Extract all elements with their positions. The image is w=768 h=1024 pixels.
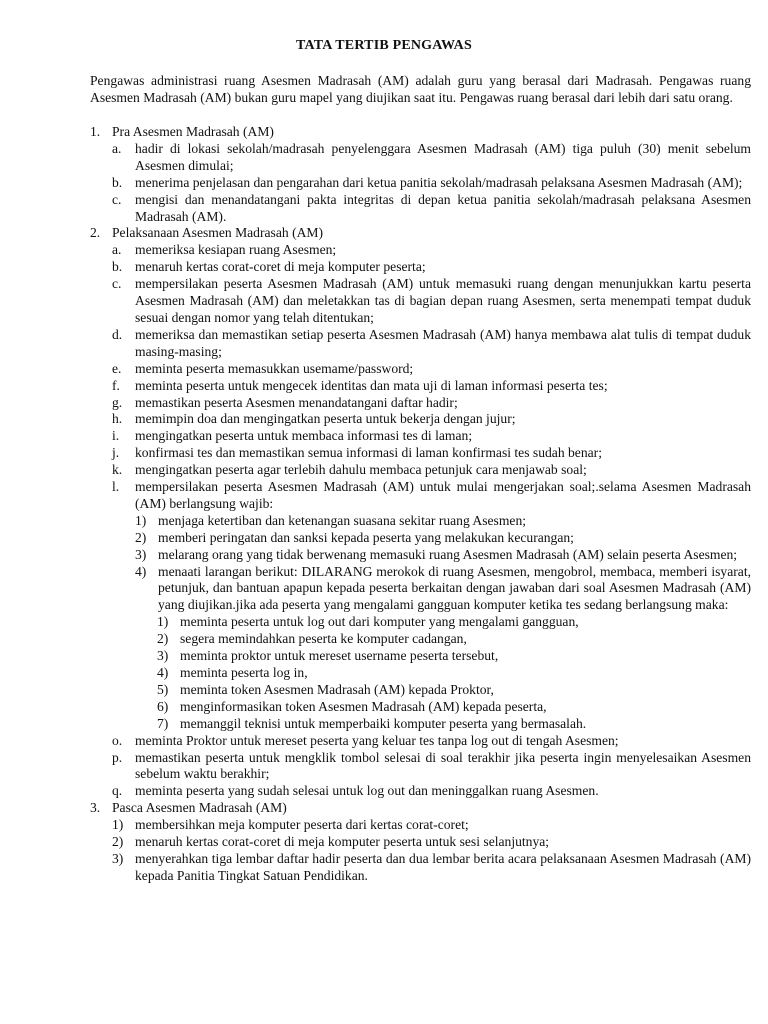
list-item: b. menaruh kertas corat-coret di meja komputer peserta; bbox=[112, 259, 426, 275]
list-subsubitem: 3) meminta proktor untuk mereset username peserta tersebut, bbox=[157, 648, 499, 664]
list-item: d. memeriksa dan memastikan setiap peserta Asesmen Madrasah (AM) hanya membawa alat tulis di tempat duduk masing-masing; bbox=[112, 326, 751, 359]
list-item: a. hadir di lokasi sekolah/madrasah penyelenggara Asesmen Madrasah (AM) tiga puluh (30) menit sebelum Asesmen dimulai; bbox=[112, 140, 751, 173]
list-item: f. meminta peserta untuk mengecek identitas dan mata uji di laman informasi peserta tes; bbox=[112, 377, 608, 393]
list-item: 1) membersihkan meja komputer peserta dari kertas corat-coret; bbox=[112, 817, 469, 833]
section-heading: 3. Pasca Asesmen Madrasah (AM) bbox=[90, 800, 287, 816]
list-item: h. memimpin doa dan mengingatkan peserta untuk bekerja dengan jujur; bbox=[112, 411, 516, 427]
section-heading: 2. Pelaksanaan Asesmen Madrasah (AM) bbox=[90, 225, 324, 241]
list-subsubitem: 4) meminta peserta log in, bbox=[157, 665, 308, 680]
list-subitem: 4) menaati larangan berikut: DILARANG merokok di ruang Asesmen, mengobrol, membaca, memberi isyarat, petunjuk, dan bantuan apapun kepada peserta berkaitan dengan jawaban dari soal Asesmen Madrasah (AM) yang diujikan.jika ada peserta yang mengalami gangguan komputer ketika tes sedang berlangsung maka: bbox=[135, 563, 751, 613]
list-item: a. memeriksa kesiapan ruang Asesmen; bbox=[112, 242, 337, 258]
rules-list bbox=[0, 124, 768, 885]
list-item: e. meminta peserta memasukkan usemame/password; bbox=[112, 360, 414, 376]
list-subsubitem: 6) menginformasikan token Asesmen Madrasah (AM) kepada peserta, bbox=[157, 698, 547, 714]
list-item: j. konfirmasi tes dan memastikan semua informasi di laman konfirmasi tes sudah benar; bbox=[112, 445, 602, 461]
list-subsubitem: 5) meminta token Asesmen Madrasah (AM) kepada Proktor, bbox=[157, 681, 494, 697]
list-item: g. memastikan peserta Asesmen menandatangani daftar hadir; bbox=[112, 394, 458, 410]
document-title: TATA TERTIB PENGAWAS bbox=[296, 38, 472, 53]
list-item: l. mempersilakan peserta Asesmen Madrasah (AM) untuk mulai mengerjakan soal;.selama Asesmen Madrasah (AM) berlangsung wajib: bbox=[112, 479, 751, 511]
list-item: b. menerima penjelasan dan pengarahan dari ketua panitia sekolah/madrasah pelaksana Asesmen Madrasah (AM); bbox=[112, 174, 743, 190]
list-item: p. memastikan peserta untuk mengklik tombol selesai di soal terakhir jika peserta ingin menyelesaikan Asesmen sebelum waktu berakhir; bbox=[112, 749, 751, 782]
list-item: o. meminta Proktor untuk mereset peserta yang keluar tes tanpa log out di tengah Asesmen; bbox=[112, 732, 619, 748]
list-subsubitem: 1) meminta peserta untuk log out dari komputer yang mengalami gangguan, bbox=[157, 614, 579, 630]
intro-paragraph: Pengawas administrasi ruang Asesmen Madrasah (AM) adalah guru yang berasal dari Madrasah. Pengawas ruang Asesmen Madrasah (AM) bukan guru mapel yang diujikan saat itu. Pengawas ruang berasal dari lebih dari satu orang. bbox=[90, 73, 751, 105]
list-subitem: 1) menjaga ketertiban dan ketenangan suasana sekitar ruang Asesmen; bbox=[135, 512, 527, 528]
list-subitem: 2) memberi peringatan dan sanksi kepada peserta yang melakukan kecurangan; bbox=[135, 529, 574, 545]
section-heading: 1. Pra Asesmen Madrasah (AM) bbox=[90, 124, 274, 139]
list-item: 2) menaruh kertas corat-coret di meja komputer peserta untuk sesi selanjutnya; bbox=[112, 834, 550, 850]
list-item: c. mengisi dan menandatangani pakta integritas di depan ketua panitia sekolah/madrasah pelaksana Asesmen Madrasah (AM). bbox=[112, 191, 751, 224]
list-subitem: 3) melarang orang yang tidak berwenang memasuki ruang Asesmen Madrasah (AM) selain peserta Asesmen; bbox=[135, 546, 738, 562]
list-item: k. mengingatkan peserta agar terlebih dahulu membaca petunjuk cara menjawab soal; bbox=[112, 462, 587, 478]
list-item: i. mengingatkan peserta untuk membaca informasi tes di laman; bbox=[112, 428, 473, 444]
list-item: c. mempersilakan peserta Asesmen Madrasah (AM) untuk memasuki ruang dengan menunjukkan kartu peserta Asesmen Madrasah (AM) dan meletakkan tas di bagian depan ruang Asesmen, serta menempati tempat duduk sesuai dengan nomor yang telah ditentukan; bbox=[112, 276, 751, 325]
list-subsubitem: 7) memanggil teknisi untuk memperbaiki komputer peserta yang bermasalah. bbox=[157, 715, 587, 731]
list-item: q. meminta peserta yang sudah selesai untuk log out dan meninggalkan ruang Asesmen. bbox=[112, 783, 599, 799]
list-subsubitem: 2) segera memindahkan peserta ke komputer cadangan, bbox=[157, 631, 467, 647]
list-item: 3) menyerahkan tiga lembar daftar hadir peserta dan dua lembar berita acara pelaksanaan Asesmen Madrasah (AM) kepada Panitia Tingkat Satuan Pendidikan. bbox=[112, 850, 751, 883]
